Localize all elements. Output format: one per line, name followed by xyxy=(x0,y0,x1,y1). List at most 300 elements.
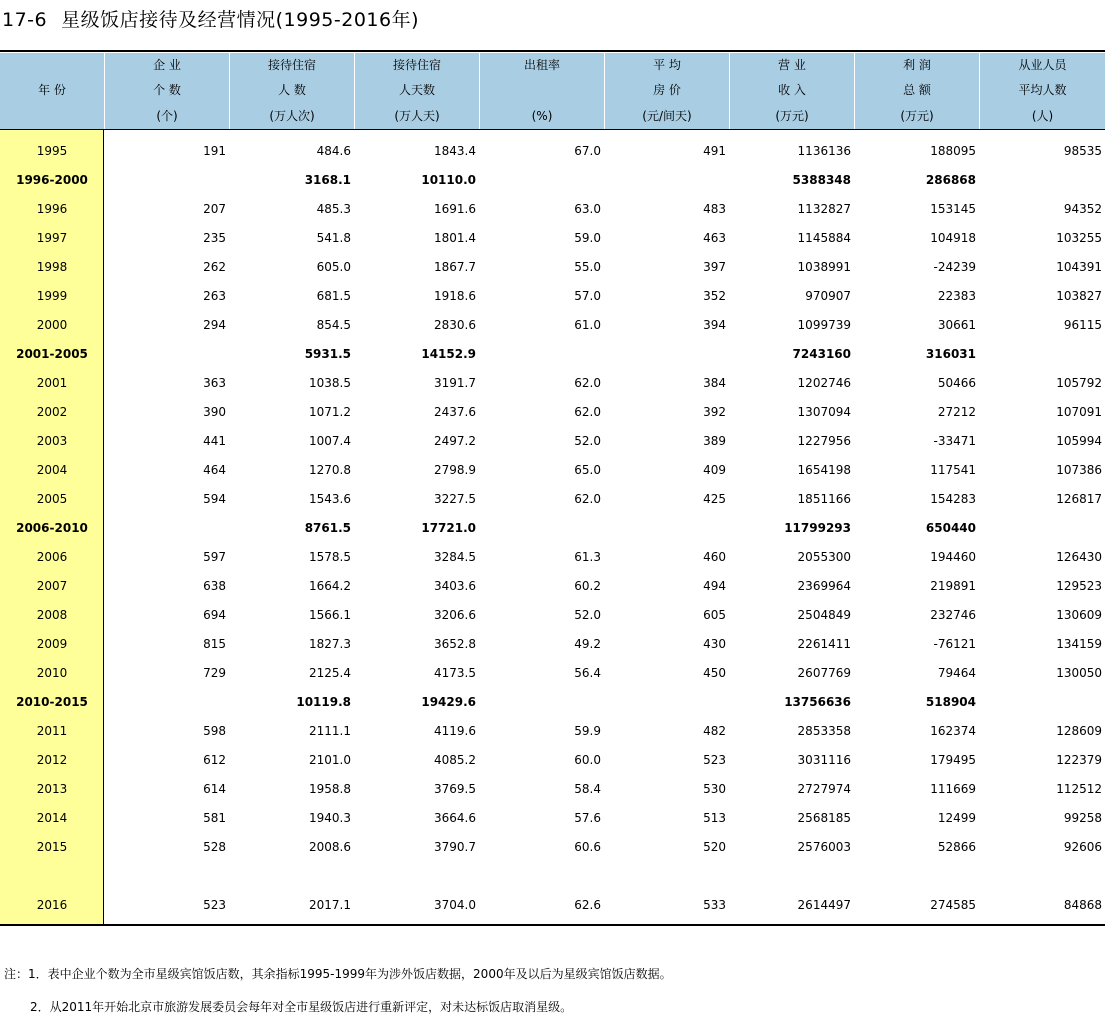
year-cell: 2011 xyxy=(36,724,68,738)
cell-profit: 518904 xyxy=(925,695,976,709)
cell-revenue: 1132827 xyxy=(797,202,851,216)
year-cell: 2002 xyxy=(36,405,68,419)
cell-enterprises: 207 xyxy=(203,202,226,216)
cell-guest_days: 3790.7 xyxy=(434,840,476,854)
cell-enterprises: 612 xyxy=(203,753,226,767)
cell-guest_days: 19429.6 xyxy=(421,695,476,709)
footnote-2: 2．从2011年开始北京市旅游发展委员会每年对全市星级饭店进行重新评定，对未达标饭店取消星级。 xyxy=(30,1000,573,1014)
cell-occupancy: 59.0 xyxy=(574,231,601,245)
cell-guest_days: 1801.4 xyxy=(434,231,476,245)
column-header-employees xyxy=(979,53,1105,129)
column-header-revenue xyxy=(729,53,854,129)
cell-enterprises: 441 xyxy=(203,434,226,448)
table-row xyxy=(0,804,1105,833)
table-row xyxy=(0,746,1105,775)
cell-room_price: 520 xyxy=(703,840,726,854)
cell-room_price: 494 xyxy=(703,579,726,593)
cell-profit: 179495 xyxy=(930,753,976,767)
cell-revenue: 2727974 xyxy=(797,782,851,796)
cell-employees: 129523 xyxy=(1056,579,1102,593)
cell-guests: 2125.4 xyxy=(309,666,351,680)
cell-profit: 194460 xyxy=(930,550,976,564)
cell-occupancy: 62.0 xyxy=(574,376,601,390)
year-cell: 2008 xyxy=(36,608,68,622)
cell-guests: 605.0 xyxy=(316,260,351,274)
year-cell: 2013 xyxy=(36,782,68,796)
column-header-line: 营 业 xyxy=(778,58,806,72)
cell-room_price: 605 xyxy=(703,608,726,622)
cell-employees: 112512 xyxy=(1056,782,1102,796)
cell-profit: -24239 xyxy=(933,260,976,274)
cell-room_price xyxy=(604,340,729,369)
cell-employees: 96115 xyxy=(1063,318,1102,332)
cell-guests: 3168.1 xyxy=(304,173,351,187)
cell-profit: 153145 xyxy=(930,202,976,216)
year-cell: 2007 xyxy=(36,579,68,593)
cell-room_price: 523 xyxy=(703,753,726,767)
cell-guest_days: 3227.5 xyxy=(434,492,476,506)
cell-guests: 485.3 xyxy=(316,202,351,216)
column-header-line: (个) xyxy=(156,109,178,123)
cell-profit: 286868 xyxy=(925,173,976,187)
cell-revenue: 1307094 xyxy=(797,405,851,419)
column-header-line: 利 润 xyxy=(903,58,931,72)
column-header-line: (元/间天) xyxy=(642,109,692,123)
cell-room_price: 409 xyxy=(703,463,726,477)
cell-guests: 484.6 xyxy=(316,144,351,158)
cell-revenue: 2568185 xyxy=(797,811,851,825)
table-row xyxy=(0,543,1105,572)
year-cell: 2001 xyxy=(36,376,68,390)
cell-profit: 50466 xyxy=(937,376,976,390)
cell-occupancy: 62.6 xyxy=(574,898,601,912)
cell-occupancy: 62.0 xyxy=(574,405,601,419)
year-cell: 2005 xyxy=(36,492,68,506)
table-header xyxy=(0,53,1105,129)
cell-enterprises: 235 xyxy=(203,231,226,245)
cell-room_price: 483 xyxy=(703,202,726,216)
cell-occupancy xyxy=(479,514,604,543)
column-header-line: 人天数 xyxy=(398,83,435,97)
cell-guest_days: 1843.4 xyxy=(434,144,476,158)
cell-enterprises: 598 xyxy=(203,724,226,738)
cell-room_price: 463 xyxy=(703,231,726,245)
cell-guest_days: 1691.6 xyxy=(434,202,476,216)
cell-employees: 98535 xyxy=(1063,144,1102,158)
cell-guest_days: 3704.0 xyxy=(434,898,476,912)
cell-revenue: 11799293 xyxy=(784,521,851,535)
cell-room_price: 482 xyxy=(703,724,726,738)
cell-occupancy: 57.0 xyxy=(574,289,601,303)
cell-enterprises: 263 xyxy=(203,289,226,303)
cell-profit: 30661 xyxy=(937,318,976,332)
table-row xyxy=(0,717,1105,746)
cell-guest_days: 3652.8 xyxy=(434,637,476,651)
cell-revenue: 1038991 xyxy=(797,260,851,274)
cell-enterprises: 815 xyxy=(203,637,226,651)
year-cell: 1995 xyxy=(36,144,68,158)
cell-employees: 105792 xyxy=(1056,376,1102,390)
table-row xyxy=(0,195,1105,224)
cell-employees xyxy=(979,688,1105,717)
cell-guest_days: 17721.0 xyxy=(421,521,476,535)
column-header-line: 平均人数 xyxy=(1018,83,1067,97)
cell-profit: 219891 xyxy=(930,579,976,593)
column-header-guests xyxy=(229,53,354,129)
table-row xyxy=(0,427,1105,456)
table-row xyxy=(0,630,1105,659)
cell-employees xyxy=(979,514,1105,543)
table-row xyxy=(0,253,1105,282)
cell-room_price xyxy=(604,688,729,717)
cell-guest_days: 4119.6 xyxy=(434,724,476,738)
year-cell: 2006-2010 xyxy=(16,521,88,535)
column-header-line: 房 价 xyxy=(653,83,681,97)
cell-guests: 854.5 xyxy=(316,318,351,332)
cell-revenue: 1145884 xyxy=(797,231,851,245)
cell-occupancy: 59.9 xyxy=(574,724,601,738)
cell-profit: 162374 xyxy=(930,724,976,738)
cell-guests: 2017.1 xyxy=(309,898,351,912)
cell-occupancy: 56.4 xyxy=(574,666,601,680)
table-bottom-rule xyxy=(0,924,1105,926)
cell-room_price: 394 xyxy=(703,318,726,332)
cell-guest_days: 3284.5 xyxy=(434,550,476,564)
cell-revenue: 2055300 xyxy=(797,550,851,564)
cell-guests: 2008.6 xyxy=(309,840,351,854)
column-header-line: 接待住宿 xyxy=(267,58,316,72)
year-cell: 1996 xyxy=(36,202,68,216)
cell-guests: 1664.2 xyxy=(309,579,351,593)
cell-enterprises: 729 xyxy=(203,666,226,680)
cell-profit: 111669 xyxy=(930,782,976,796)
cell-profit: 79464 xyxy=(937,666,976,680)
column-header-line: 出租率 xyxy=(523,58,560,72)
cell-enterprises: 614 xyxy=(203,782,226,796)
table-row xyxy=(0,572,1105,601)
cell-occupancy: 67.0 xyxy=(574,144,601,158)
cell-guests: 1071.2 xyxy=(309,405,351,419)
cell-room_price: 425 xyxy=(703,492,726,506)
table-row xyxy=(0,891,1105,920)
column-header-line: (万人天) xyxy=(394,109,440,123)
cell-occupancy: 61.3 xyxy=(574,550,601,564)
cell-room_price: 491 xyxy=(703,144,726,158)
cell-occupancy xyxy=(479,340,604,369)
cell-enterprises: 594 xyxy=(203,492,226,506)
cell-guests: 1940.3 xyxy=(309,811,351,825)
cell-guests: 1578.5 xyxy=(309,550,351,564)
cell-guest_days: 14152.9 xyxy=(421,347,476,361)
cell-enterprises: 294 xyxy=(203,318,226,332)
table-row xyxy=(0,659,1105,688)
cell-profit: 650440 xyxy=(925,521,976,535)
cell-profit: 274585 xyxy=(930,898,976,912)
cell-revenue: 1851166 xyxy=(797,492,851,506)
table-row xyxy=(0,282,1105,311)
cell-employees: 130050 xyxy=(1056,666,1102,680)
cell-profit: 232746 xyxy=(930,608,976,622)
cell-revenue: 13756636 xyxy=(784,695,851,709)
cell-occupancy: 63.0 xyxy=(574,202,601,216)
cell-revenue: 2504849 xyxy=(797,608,851,622)
table-row xyxy=(0,137,1105,166)
cell-room_price: 389 xyxy=(703,434,726,448)
cell-enterprises xyxy=(104,166,229,195)
cell-enterprises: 528 xyxy=(203,840,226,854)
year-cell: 1998 xyxy=(36,260,68,274)
cell-employees: 128609 xyxy=(1056,724,1102,738)
cell-guests: 1270.8 xyxy=(309,463,351,477)
cell-employees: 92606 xyxy=(1063,840,1102,854)
cell-enterprises: 694 xyxy=(203,608,226,622)
cell-occupancy: 49.2 xyxy=(574,637,601,651)
cell-employees: 103255 xyxy=(1056,231,1102,245)
table-row-subtotal xyxy=(0,166,1105,195)
cell-enterprises: 464 xyxy=(203,463,226,477)
cell-revenue: 1136136 xyxy=(797,144,851,158)
table-number: 17-6 xyxy=(2,9,48,31)
cell-revenue: 1099739 xyxy=(797,318,851,332)
cell-profit: -33471 xyxy=(933,434,976,448)
cell-revenue: 3031116 xyxy=(797,753,851,767)
cell-guest_days: 2798.9 xyxy=(434,463,476,477)
cell-guest_days: 2437.6 xyxy=(434,405,476,419)
column-header-line: (人) xyxy=(1031,109,1054,123)
footnote-1: 注：1．表中企业个数为全市星级宾馆饭店数，其余指标1995-1999年为涉外饭店数据，2000年及以后为星级宾馆饭店数据。 xyxy=(4,967,672,981)
cell-employees: 84868 xyxy=(1063,898,1102,912)
year-cell: 2014 xyxy=(36,811,68,825)
column-header-profit xyxy=(854,53,979,129)
cell-room_price: 513 xyxy=(703,811,726,825)
cell-guest_days: 1918.6 xyxy=(434,289,476,303)
cell-room_price: 397 xyxy=(703,260,726,274)
column-header-label: 年 份 xyxy=(38,83,66,97)
cell-enterprises: 191 xyxy=(203,144,226,158)
cell-occupancy: 61.0 xyxy=(574,318,601,332)
cell-guests: 1958.8 xyxy=(309,782,351,796)
cell-occupancy xyxy=(479,166,604,195)
cell-room_price: 392 xyxy=(703,405,726,419)
table-row xyxy=(0,369,1105,398)
cell-profit: 154283 xyxy=(930,492,976,506)
column-header-line: 从业人员 xyxy=(1018,58,1067,72)
cell-guest_days: 3769.5 xyxy=(434,782,476,796)
cell-occupancy: 60.6 xyxy=(574,840,601,854)
cell-guests: 1566.1 xyxy=(309,608,351,622)
column-header-line: (%) xyxy=(531,109,553,123)
cell-employees: 126430 xyxy=(1056,550,1102,564)
cell-guest_days: 3403.6 xyxy=(434,579,476,593)
cell-guests: 1007.4 xyxy=(309,434,351,448)
cell-guests: 8761.5 xyxy=(304,521,351,535)
cell-employees: 104391 xyxy=(1056,260,1102,274)
cell-profit: 316031 xyxy=(925,347,976,361)
column-header-line: (万元) xyxy=(900,109,934,123)
cell-occupancy: 60.2 xyxy=(574,579,601,593)
table-row xyxy=(0,398,1105,427)
cell-guest_days: 1867.7 xyxy=(434,260,476,274)
year-cell: 2004 xyxy=(36,463,68,477)
header-bottom-rule xyxy=(0,129,1105,130)
column-header-line: 人 数 xyxy=(278,83,306,97)
cell-profit: 12499 xyxy=(937,811,976,825)
cell-employees: 107386 xyxy=(1056,463,1102,477)
year-cell: 2001-2005 xyxy=(16,347,88,361)
column-header-enterprises xyxy=(104,53,229,129)
table-title: 星级饭店接待及经营情况(1995-2016年) xyxy=(61,9,420,31)
cell-occupancy: 60.0 xyxy=(574,753,601,767)
cell-profit: -76121 xyxy=(933,637,976,651)
year-cell: 2009 xyxy=(36,637,68,651)
cell-enterprises: 363 xyxy=(203,376,226,390)
cell-revenue: 970907 xyxy=(805,289,851,303)
cell-guests: 1038.5 xyxy=(309,376,351,390)
cell-occupancy: 52.0 xyxy=(574,608,601,622)
cell-guests: 2111.1 xyxy=(309,724,351,738)
cell-revenue: 2369964 xyxy=(797,579,851,593)
cell-guest_days: 4173.5 xyxy=(434,666,476,680)
cell-employees: 103827 xyxy=(1056,289,1102,303)
cell-guests: 2101.0 xyxy=(309,753,351,767)
cell-employees: 134159 xyxy=(1056,637,1102,651)
header-top-rule xyxy=(0,50,1105,52)
column-header-line: (万元) xyxy=(775,109,809,123)
cell-profit: 188095 xyxy=(930,144,976,158)
cell-room_price: 530 xyxy=(703,782,726,796)
column-header-line: 接待住宿 xyxy=(392,58,441,72)
cell-employees: 94352 xyxy=(1063,202,1102,216)
year-cell: 2015 xyxy=(36,840,68,854)
cell-enterprises: 390 xyxy=(203,405,226,419)
cell-profit: 27212 xyxy=(937,405,976,419)
cell-revenue: 2853358 xyxy=(797,724,851,738)
column-header-room_price xyxy=(604,53,729,129)
cell-profit: 52866 xyxy=(937,840,976,854)
cell-revenue: 1654198 xyxy=(797,463,851,477)
cell-guest_days: 3664.6 xyxy=(434,811,476,825)
cell-room_price: 533 xyxy=(703,898,726,912)
column-header-occupancy xyxy=(479,53,604,129)
table-row xyxy=(0,485,1105,514)
table-row-subtotal xyxy=(0,688,1105,717)
cell-occupancy: 58.4 xyxy=(574,782,601,796)
cell-occupancy: 57.6 xyxy=(574,811,601,825)
cell-room_price: 460 xyxy=(703,550,726,564)
cell-revenue: 5388348 xyxy=(792,173,851,187)
cell-revenue: 2261411 xyxy=(797,637,851,651)
cell-occupancy: 52.0 xyxy=(574,434,601,448)
cell-enterprises: 523 xyxy=(203,898,226,912)
cell-revenue: 1202746 xyxy=(797,376,851,390)
cell-guest_days: 3191.7 xyxy=(434,376,476,390)
cell-room_price: 450 xyxy=(703,666,726,680)
column-header-guest_days xyxy=(354,53,479,129)
cell-guest_days: 3206.6 xyxy=(434,608,476,622)
table-row xyxy=(0,775,1105,804)
column-header-year xyxy=(0,53,104,129)
cell-occupancy: 55.0 xyxy=(574,260,601,274)
cell-room_price xyxy=(604,514,729,543)
cell-guest_days: 2830.6 xyxy=(434,318,476,332)
cell-guests: 541.8 xyxy=(316,231,351,245)
cell-room_price: 430 xyxy=(703,637,726,651)
column-header-line: 总 额 xyxy=(903,83,931,97)
cell-guest_days: 10110.0 xyxy=(421,173,476,187)
cell-revenue: 7243160 xyxy=(792,347,851,361)
cell-guest_days: 4085.2 xyxy=(434,753,476,767)
table-row-subtotal xyxy=(0,514,1105,543)
year-cell: 1997 xyxy=(36,231,68,245)
cell-employees: 122379 xyxy=(1056,753,1102,767)
cell-room_price: 352 xyxy=(703,289,726,303)
cell-guests: 1827.3 xyxy=(309,637,351,651)
cell-enterprises: 581 xyxy=(203,811,226,825)
cell-guest_days: 2497.2 xyxy=(434,434,476,448)
column-header-line: (万人次) xyxy=(269,109,315,123)
column-header-line: 个 数 xyxy=(153,83,181,97)
page-title xyxy=(2,6,419,34)
year-cell: 1996-2000 xyxy=(16,173,88,187)
cell-employees: 105994 xyxy=(1056,434,1102,448)
cell-occupancy: 62.0 xyxy=(574,492,601,506)
cell-guests: 1543.6 xyxy=(309,492,351,506)
cell-employees: 130609 xyxy=(1056,608,1102,622)
year-cell: 2006 xyxy=(36,550,68,564)
cell-revenue: 2576003 xyxy=(797,840,851,854)
cell-guests: 5931.5 xyxy=(304,347,351,361)
cell-room_price: 384 xyxy=(703,376,726,390)
table-row xyxy=(0,601,1105,630)
cell-revenue: 2607769 xyxy=(797,666,851,680)
cell-occupancy: 65.0 xyxy=(574,463,601,477)
cell-enterprises: 262 xyxy=(203,260,226,274)
column-header-line: 平 均 xyxy=(653,58,681,72)
year-cell: 2000 xyxy=(36,318,68,332)
cell-revenue: 2614497 xyxy=(797,898,851,912)
cell-guests: 681.5 xyxy=(316,289,351,303)
table-row xyxy=(0,311,1105,340)
year-cell: 1999 xyxy=(36,289,68,303)
column-header-line: 收 入 xyxy=(778,83,806,97)
table-row xyxy=(0,224,1105,253)
cell-profit: 104918 xyxy=(930,231,976,245)
cell-enterprises xyxy=(104,340,229,369)
cell-enterprises: 638 xyxy=(203,579,226,593)
cell-employees xyxy=(979,166,1105,195)
cell-enterprises xyxy=(104,514,229,543)
cell-profit: 117541 xyxy=(930,463,976,477)
year-cell: 2003 xyxy=(36,434,68,448)
table-row xyxy=(0,833,1105,862)
year-cell: 2012 xyxy=(36,753,68,767)
year-cell: 2010 xyxy=(36,666,68,680)
cell-enterprises xyxy=(104,688,229,717)
cell-occupancy xyxy=(479,688,604,717)
table-row-subtotal xyxy=(0,340,1105,369)
cell-employees xyxy=(979,340,1105,369)
cell-profit: 22383 xyxy=(937,289,976,303)
year-cell: 2016 xyxy=(36,898,68,912)
cell-employees: 126817 xyxy=(1056,492,1102,506)
cell-guests: 10119.8 xyxy=(296,695,351,709)
cell-room_price xyxy=(604,166,729,195)
year-cell: 2010-2015 xyxy=(16,695,88,709)
cell-employees: 99258 xyxy=(1063,811,1102,825)
table-row xyxy=(0,456,1105,485)
cell-revenue: 1227956 xyxy=(797,434,851,448)
cell-enterprises: 597 xyxy=(203,550,226,564)
